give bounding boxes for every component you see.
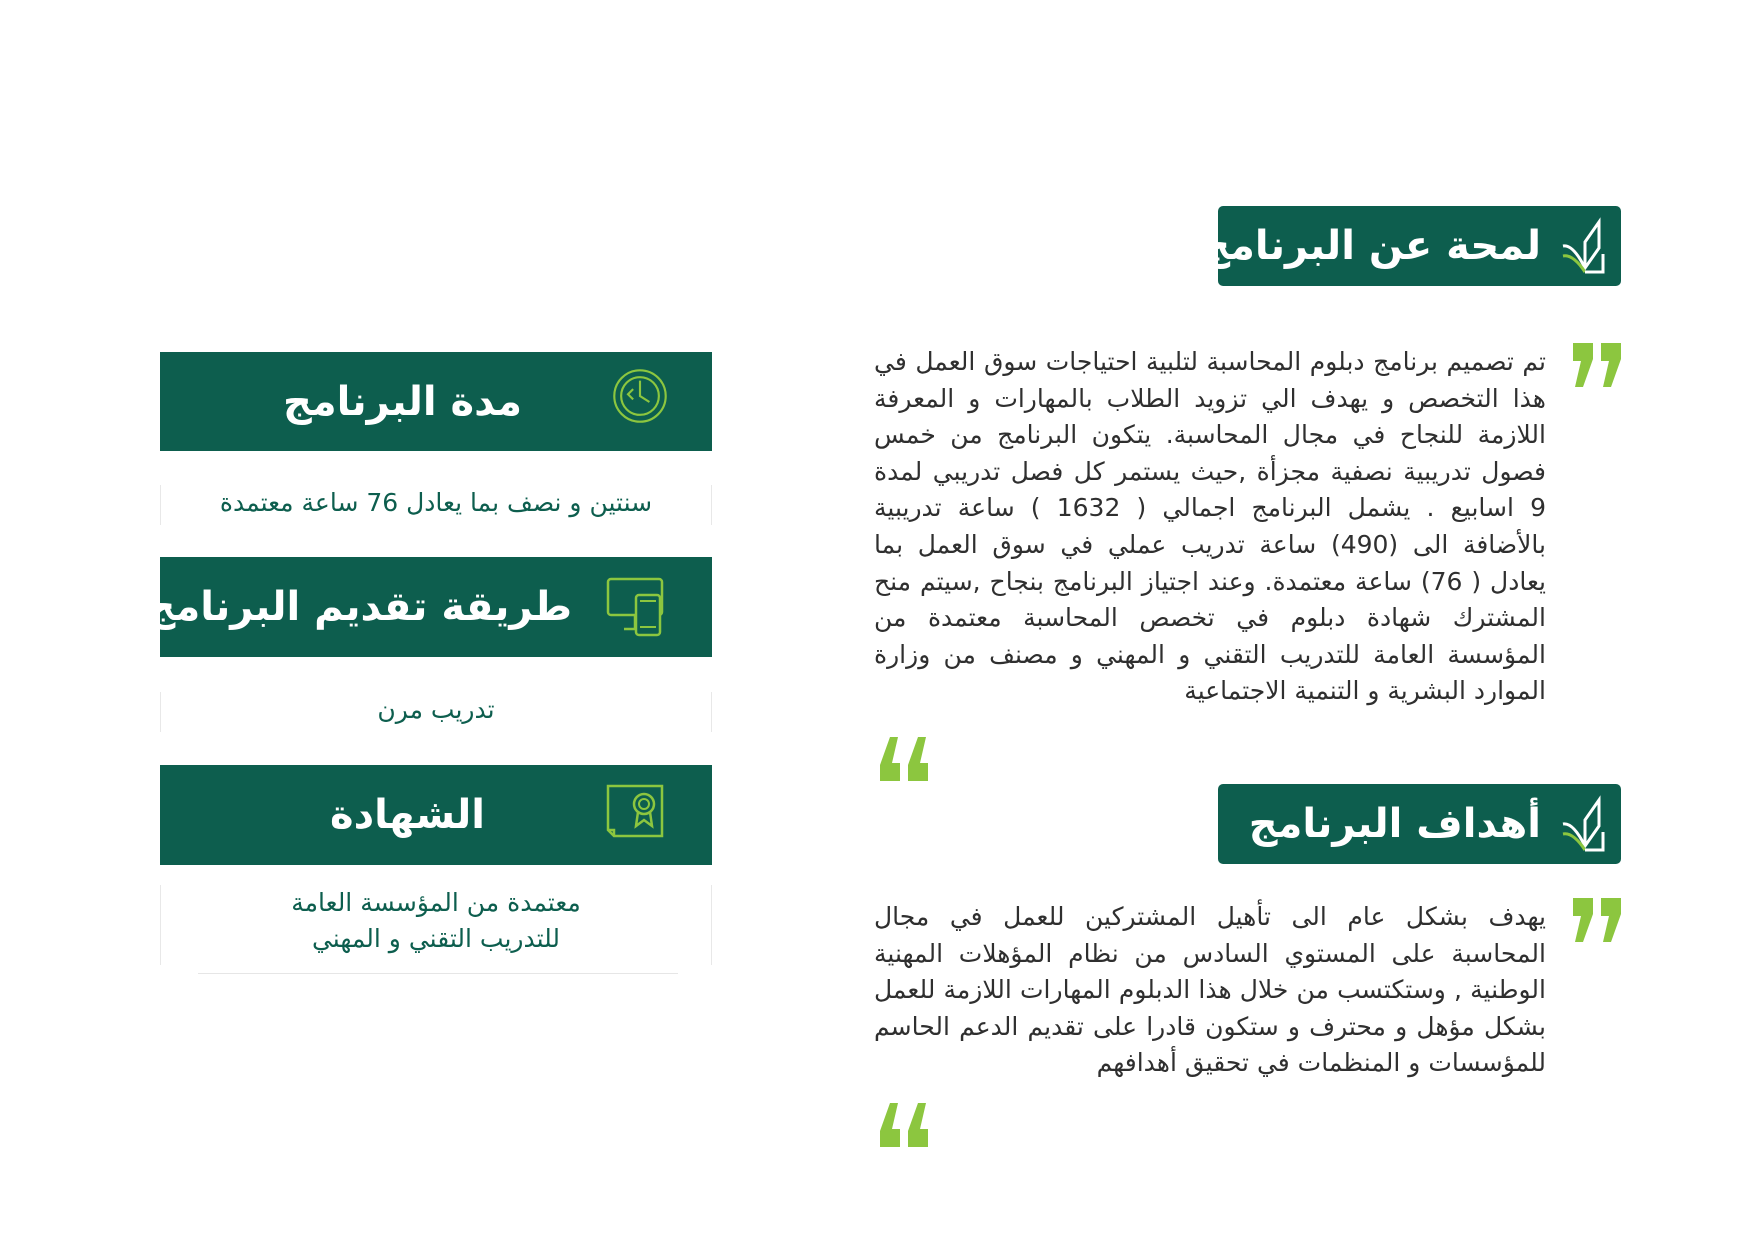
book-icon [1555, 216, 1607, 276]
devices-icon [600, 571, 670, 641]
goals-header [1218, 784, 1621, 864]
certificate-icon [600, 780, 670, 850]
card-divider [198, 973, 678, 974]
certificate-title: الشهادة [330, 792, 485, 838]
program-info-card [146, 352, 712, 953]
book-icon [1555, 794, 1607, 854]
clock-icon [610, 366, 670, 426]
overview-paragraph: تم تصميم برنامج دبلوم المحاسبة لتلبية احتياجات سوق العمل في هذا التخصص و يهدف الي تزويد الطلاب بالمهارات و المعرفة اللازمة للنجاح في مجال المحاسبة. يتكون البرنامج من خمس فصول تدريبية نصفية مجزأة ,حيث يستمر كل فصل تدريبي لمدة 9 اسابيع . يشمل البرنامج اجمالي ( 1632 ) ساعة تدريبية بالأضافة الى (490) ساعة تدريب عملي في سوق العمل بما يعادل ( 76) ساعة معتمدة. وعند اجتياز البرنامج بنجاح ,سيتم منح المشترك شهادة دبلوم في تخصص المحاسبة معتمدة من المؤسسة العامة للتدريب التقني و المهني و مصنف من وزارة الموارد البشرية و التنمية الاجتماعية [874, 347, 1546, 706]
quote-open-icon [1569, 341, 1627, 391]
duration-header [160, 352, 712, 451]
delivery-header [146, 557, 712, 657]
goals-title: أهداف البرنامج [1248, 801, 1541, 847]
quote-open-icon [1569, 896, 1627, 946]
overview-header [1201, 206, 1621, 286]
certificate-value: معتمدة من المؤسسة العامة للتدريب التقني و المهني [160, 885, 712, 965]
overview-title: لمحة عن البرنامج [1201, 223, 1541, 269]
quote-close-icon [872, 1099, 930, 1149]
delivery-title: طريقة تقديم البرنامج [146, 584, 572, 630]
quote-close-icon [872, 733, 930, 783]
delivery-value: تدريب مرن [160, 692, 712, 732]
duration-value: سنتين و نصف بما يعادل 76 ساعة معتمدة [160, 485, 712, 525]
goals-paragraph: يهدف بشكل عام الى تأهيل المشتركين للعمل في مجال المحاسبة على المستوي السادس من نظام المؤهلات المهنية الوطنية , وستكتسب من خلال هذا الدبلوم المهارات اللازمة للعمل بشكل مؤهل و محترف و ستكون قادرا على تقديم الدعم الحاسم للمؤسسات و المنظمات في تحقيق أهدافهم [874, 902, 1546, 1078]
certificate-header [160, 765, 712, 865]
duration-title: مدة البرنامج [283, 378, 522, 425]
